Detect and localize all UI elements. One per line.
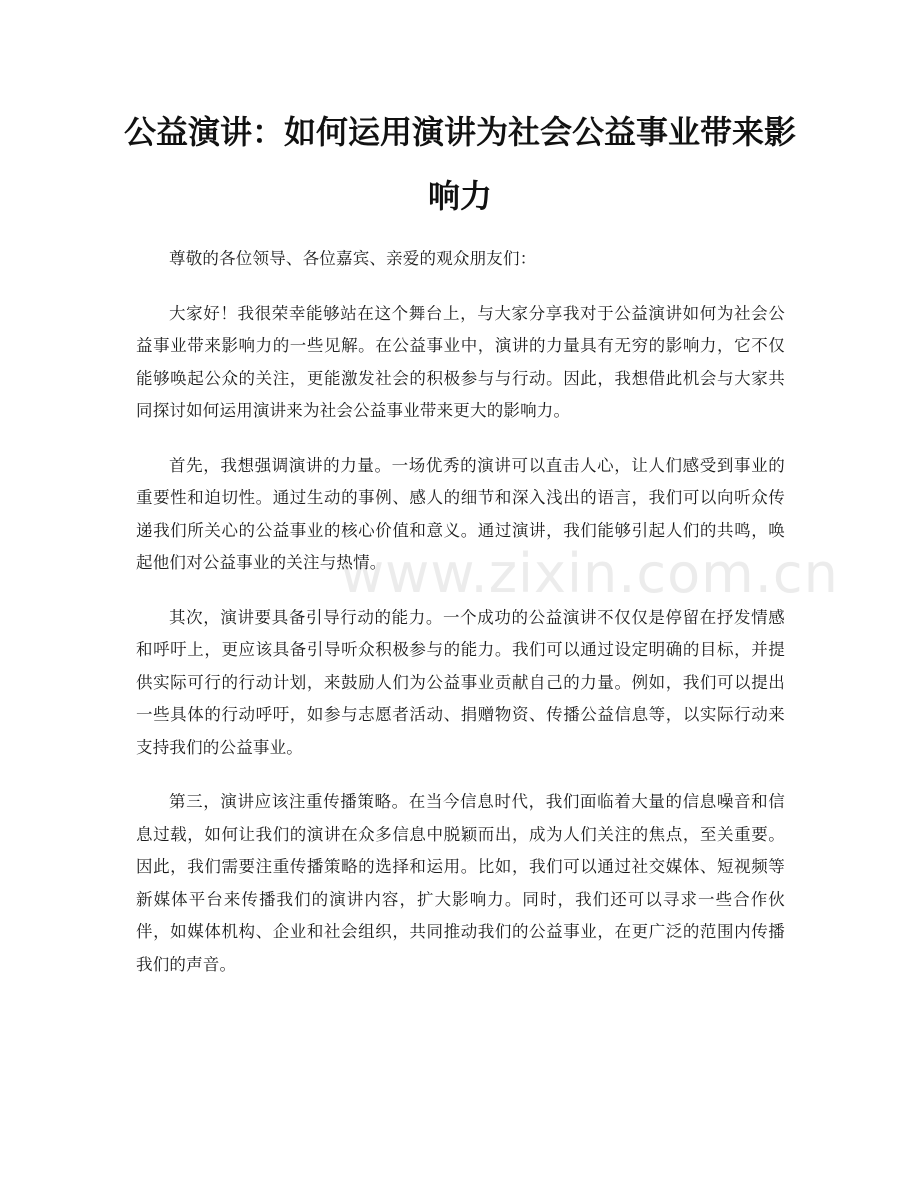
paragraph-first-point: 首先，我想强调演讲的力量。一场优秀的演讲可以直击人心，让人们感受到事业的重要性和迫切性。通过生动的事例、感人的细节和深入浅出的语言，我们可以向听众传递我们所关心的公益事业的核心价值和意义。通过演讲，我们能够引起人们的共鸣，唤起他们对公益事业的关注与热情。: [136, 455, 785, 572]
paragraph-second-point: 其次，演讲要具备引导行动的能力。一个成功的公益演讲不仅仅是停留在抒发情感和呼吁上，更应该具备引导听众积极参与的能力。我们可以通过设定明确的目标，并提供实际可行的行动计划，来鼓励人们为公益事业贡献自己的力量。例如，我们可以提出一些具体的行动呼吁，如参与志愿者活动、捐赠物资、传播公益信息等，以实际行动来支持我们的公益事业。: [136, 607, 785, 757]
paragraph-greeting: 尊敬的各位领导、各位嘉宾、亲爱的观众朋友们：: [169, 249, 537, 268]
paragraph-third-point: 第三，演讲应该注重传播策略。在当今信息时代，我们面临着大量的信息噪音和信息过载，如何让我们的演讲在众多信息中脱颖而出，成为人们关注的焦点，至关重要。因此，我们需要注重传播策略的选择和运用。比如，我们可以通过社交媒体、短视频等新媒体平台来传播我们的演讲内容，扩大影响力。同时，我们还可以寻求一些合作伙伴，如媒体机构、企业和社会组织，共同推动我们的公益事业，在更广泛的范围内传播我们的声音。: [136, 792, 785, 974]
paragraph-intro: 大家好！我很荣幸能够站在这个舞台上，与大家分享我对于公益演讲如何为社会公益事业带来影响力的一些见解。在公益事业中，演讲的力量具有无穷的影响力，它不仅能够唤起公众的关注，更能激发社会的积极参与与行动。因此，我想借此机会与大家共同探讨如何运用演讲来为社会公益事业带来更大的影响力。: [136, 303, 785, 420]
watermark: www.zixin.com.cn: [340, 542, 839, 605]
document-body: [136, 243, 785, 1003]
document-title: 公益演讲：如何运用演讲为社会公益事业带来影响力: [123, 113, 796, 215]
